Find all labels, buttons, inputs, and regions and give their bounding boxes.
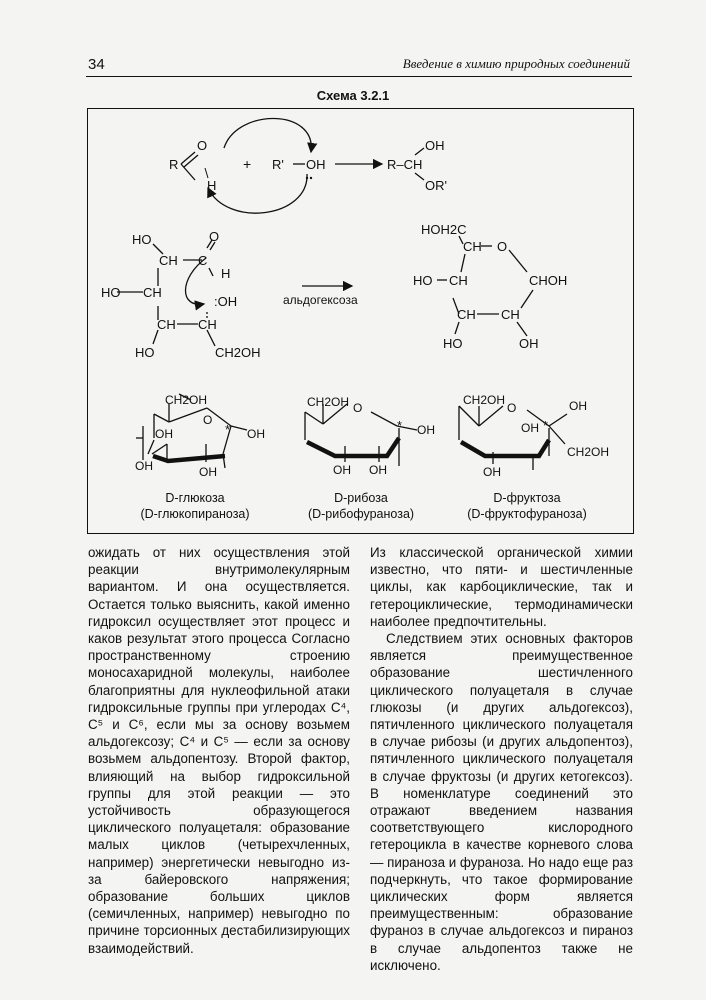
chain-ho-bottom: HO [135,345,155,360]
chain-ch2oh: CH2OH [215,345,261,360]
scheme-drawing [87,108,634,534]
right-paragraph-1: Из классической органической химии известно, что пяти- и шестичленные циклы, как карбоциклические, так и гетероциклические, термодинамически наиболее предпочтительны. [370,545,633,629]
ring-hoh2c: HOH2C [421,222,467,237]
plus-sign: + [243,156,252,172]
ribose-oh-c2: OH [369,463,387,477]
chain-c-aldehyde: C [198,253,208,268]
glucose-name: D-глюкоза [165,491,225,505]
fructose-anomeric-star: * [543,418,549,433]
chain-ch-1: CH [159,253,178,268]
alcohol-oh-label: OH [306,157,326,172]
left-column [88,544,350,957]
fructose-name: D-фруктоза [493,491,561,505]
carbonyl-o-label: O [197,138,208,153]
chain-ch-4: CH [198,317,217,332]
ring-ch-top: CH [463,239,482,254]
scheme-title: Схема 3.2.1 [316,88,390,103]
left-paragraph: ожидать от них осуществления этой реакции внутримолекулярным вариантом. И она осуществляется. Остается только выяснить, какой именно гидроксил осуществляет этот процесс и каков результат этого процесса Согласно пространственному строению моносахаридной молекулы, наиболее благоприятны для нуклеофильной атаки гидроксильные группы при углеродах C⁴, C⁵ и C⁶, если мы за основу возьмем альдогексозу; C⁴ и C⁵ — если за основу возьмем альдопентозу. Второй фактор, влияющий на выбор гидроксильной группы для этой реакции — это устойчивость образующегося циклического полуацеталя: образование малых циклов (четырехчленных, например) энергетически невыгодно из-за байеровского напряжения; образование больших циклов (семичленных, например) невыгодно по причине торсионных дестабилизирующих взаимодействий. [88,545,350,956]
ring-ch-left: CH [449,273,468,288]
ribose-anomeric-star: * [397,418,403,433]
running-title: Введение в химию природных соединений [402,56,630,71]
ring-ho-left: HO [413,273,433,288]
glucose-oh-c4: OH [155,427,173,441]
aldehyde-h-label: H [207,178,217,193]
chain-ho-top: HO [132,232,152,247]
chain-h-aldehyde: H [221,266,231,281]
header-rule [86,76,632,77]
chain-ho-left: HO [101,285,121,300]
fructose-ch2oh-right: CH2OH [567,445,610,459]
glucose-oh-c3: OH [135,459,153,473]
r-label: R [169,157,179,172]
right-paragraph-2: Следствием этих основных факторов является преимущественное образование шестичленного циклического полуацеталя в случае глюкозы (и других альдогексоз), пятичленного циклического полуацеталя в случае рибозы (и других альдопентоз), пятичленного циклического полуацеталя в случае фруктозы (и других кетогексоз). В номенклатуре соединений это отражают введением названия соответствующего кислородного гетероцикла в качестве корневого слова — пираноза и фураноза. Но надо еще раз подчеркнуть, что такое формирование циклических форм является преимущественным: образование фураноз в случае альдогексоз и пираноз в случае альдопентоз также не исключено. [370,631,633,973]
ring-ho-bottom: HO [443,336,463,351]
fructose-oh-bottom: OH [483,465,501,479]
right-column [370,544,633,974]
hemiacetal-or-label: OR' [425,178,447,193]
glucose-subname: (D-глюкопираноза) [140,507,250,521]
chain-ch-3: CH [157,317,176,332]
ribose-ring-o: O [353,401,363,415]
page-number: 34 [88,56,105,73]
fructose-ch2oh-top: CH2OH [463,393,506,407]
chain-ch-2: CH [143,285,162,300]
fructose-oh-top: OH [569,399,587,413]
fructose-oh-ring: OH [521,421,539,435]
ring-ch-bottom-left: CH [457,307,476,322]
ribose-subname: (D-рибофураноза) [307,507,415,521]
hemiacetal-oh-label: OH [425,138,445,153]
glucose-ring-o: O [203,413,213,427]
ring-ch-bottom-right: CH [501,307,520,322]
ribose-oh-anomeric: OH [417,423,435,437]
chain-oh-attack: :OH [214,294,238,309]
aldohexose-arrow-label: альдогексоза [283,293,358,307]
hemiacetal-r-ch-label: R–CH [387,157,423,172]
ring-choh: CHOH [529,273,568,288]
fructose-ring-o: O [507,401,517,415]
chain-o-aldehyde: O [209,229,220,244]
glucose-oh-anomeric: OH [247,427,265,441]
fructose-subname: (D-фруктофураноза) [467,507,587,521]
glucose-anomeric-star: * [225,422,231,437]
ribose-name: D-рибоза [334,491,388,505]
r-prime-label: R' [272,157,284,172]
ring-o: O [497,239,508,254]
glucose-ch2oh: CH2OH [165,393,208,407]
ribose-oh-c3: OH [333,463,351,477]
glucose-oh-c2: OH [199,465,217,479]
ribose-ch2oh: CH2OH [307,395,350,409]
ring-oh-bottom: OH [519,336,539,351]
